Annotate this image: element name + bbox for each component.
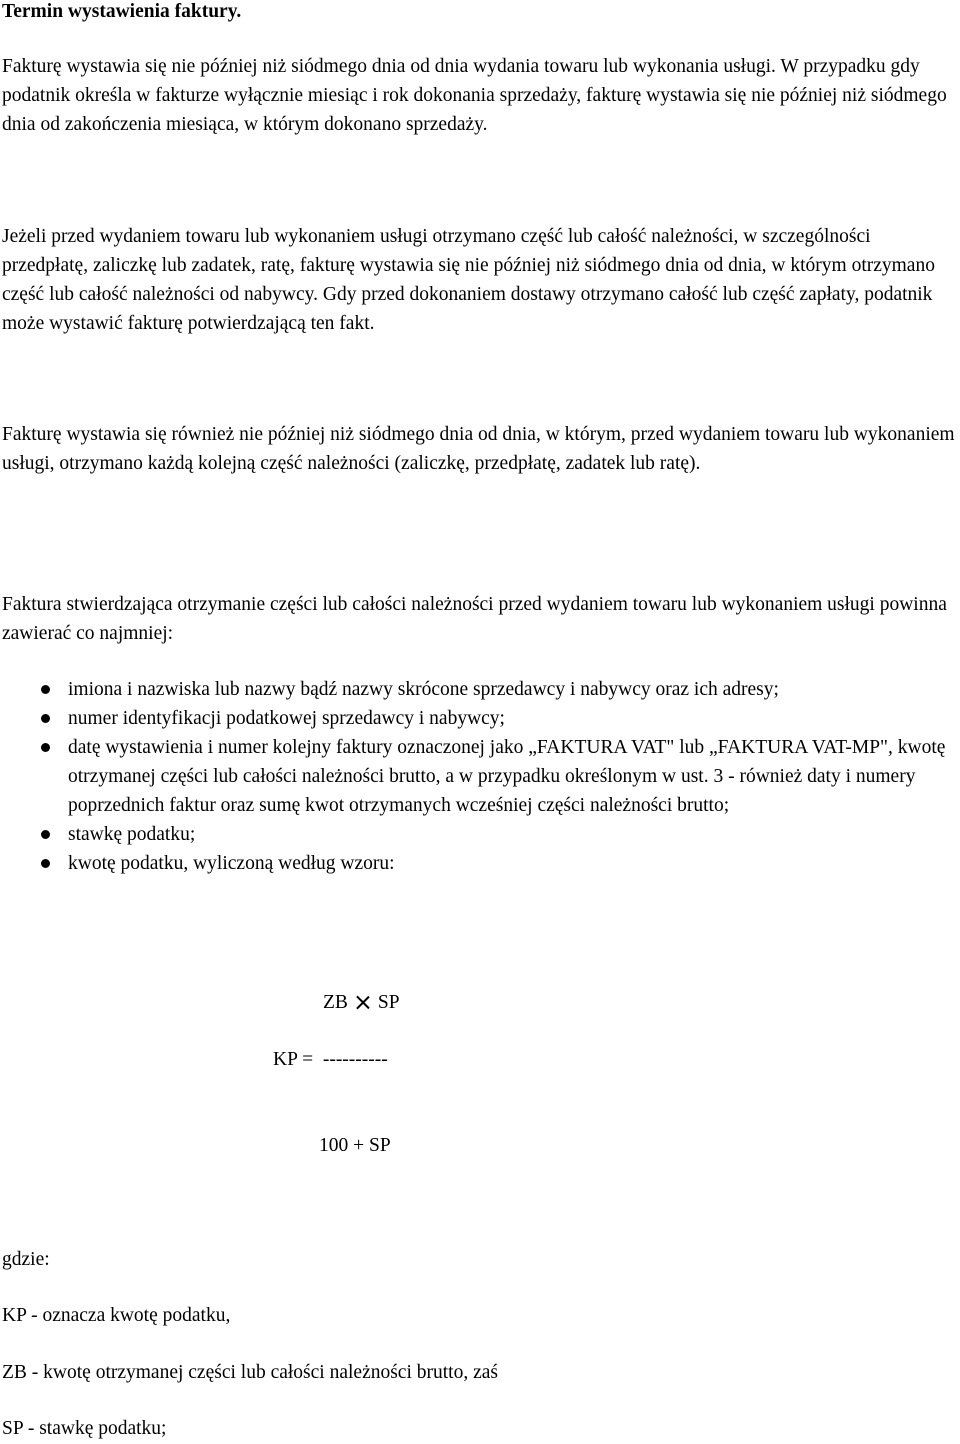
- formula-numerator: [323, 988, 400, 1017]
- list-item: [0, 675, 955, 704]
- list-item-text: kwotę podatku, wyliczoną według wzoru:: [68, 853, 395, 874]
- formula-fraction-line: ----------: [322, 1049, 388, 1070]
- bullet-icon: [41, 685, 50, 694]
- list-item: [0, 849, 955, 878]
- paragraph-advance-payment: Jeżeli przed wydaniem towaru lub wykonaniem usługi otrzymano część lub całość należności, w szczególności przedpłatę, zaliczkę lub zadatek, ratę, fakturę wystawia się nie później niż siódmego dnia od dnia, w którym otrzymano część lub całość należności od nabywcy. Gdy przed dokonaniem dostawy otrzymano całość lub część zapłaty, podatnik może wystawić fakturę potwierdzającą ten fakt.: [2, 226, 935, 334]
- list-item-text: numer identyfikacji podatkowej sprzedawcy i nabywcy;: [68, 708, 505, 729]
- formula-lhs: KP =: [273, 1049, 314, 1070]
- paragraph-required-contents: Faktura stwierdzająca otrzymanie części lub całości należności przed wydaniem towaru lub wykonaniem usługi powinna zawierać co najmniej:: [2, 594, 947, 644]
- list-item-text: imiona i nazwiska lub nazwy bądź nazwy skrócone sprzedawcy i nabywcy oraz ich adresy;: [68, 679, 779, 700]
- page-title: Termin wystawienia faktury.: [2, 1, 242, 22]
- formula-fraction-row: [273, 1045, 388, 1074]
- list-item: [0, 733, 955, 820]
- required-contents-list: [0, 675, 955, 878]
- definitions-intro: gdzie:: [2, 1249, 50, 1270]
- definition-zb: ZB - kwotę otrzymanej części lub całości należności brutto, zaś: [2, 1362, 498, 1383]
- bullet-icon: [41, 859, 50, 868]
- formula-denominator: 100 + SP: [319, 1135, 391, 1156]
- bullet-icon: [41, 714, 50, 723]
- paragraph-subsequent-payments: Fakturę wystawia się również nie później niż siódmego dnia od dnia, w którym, przed wydaniem towaru lub wykonaniem usługi, otrzymano każdą kolejną część należności (zaliczkę, przedpłatę, zadatek lub ratę).: [2, 424, 955, 474]
- bullet-icon: [41, 830, 50, 839]
- list-item-text: datę wystawienia i numer kolejny faktury oznaczonej jako „FAKTURA VAT" lub „FAKTURA VAT-MP", kwotę otrzymanej części lub całości należności brutto, a w przypadku określonym w ust. 3 - również daty i numery poprzednich faktur oraz sumę kwot otrzymanych wcześniej części należności brutto;: [68, 737, 946, 816]
- paragraph-invoice-deadline: Fakturę wystawia się nie później niż siódmego dnia od dnia wydania towaru lub wykonania usługi. W przypadku gdy podatnik określa w fakturze wyłącznie miesiąc i rok dokonania sprzedaży, fakturę wystawia się nie później niż siódmego dnia od zakończenia miesiąca, w którym dokonano sprzedaży.: [2, 56, 947, 135]
- bullet-icon: [41, 743, 50, 752]
- definition-kp: KP - oznacza kwotę podatku,: [2, 1305, 231, 1326]
- definition-sp: SP - stawkę podatku;: [2, 1418, 167, 1439]
- list-item-text: stawkę podatku;: [68, 824, 196, 845]
- list-item: [0, 820, 955, 849]
- multiply-icon: [354, 995, 372, 1009]
- list-item: [0, 704, 955, 733]
- formula-zb: ZB: [323, 992, 348, 1013]
- formula-sp: SP: [377, 992, 400, 1013]
